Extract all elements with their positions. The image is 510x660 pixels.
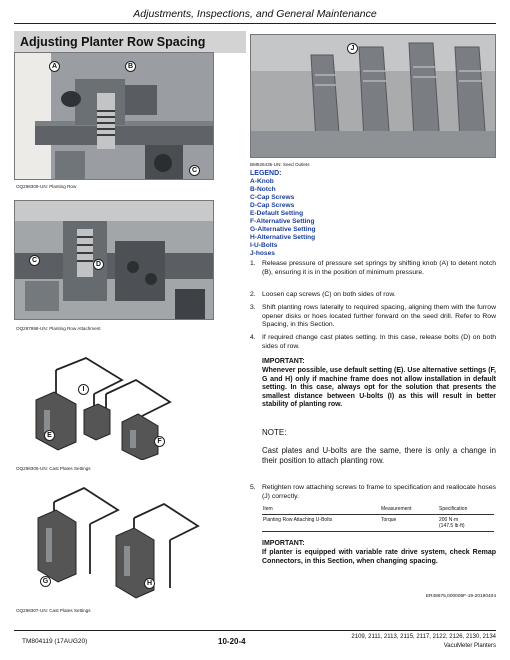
important-text: Whenever possible, use default setting (E). Use alternative settings (F, G and H) only if machine frame does not allow installation in default setting. In this case, always opt for the solution that presents the smallest distance between U-bolts (I) as this will result in better stability of planting row. [262, 367, 496, 409]
figure-caption: OQ298307-UN: Cast Plates Settings [16, 608, 91, 613]
legend-item: G-Alternative Setting [250, 226, 316, 233]
step-3 [250, 304, 496, 332]
callout-c: C [189, 165, 200, 176]
step-text: Retighten row attaching screws to frame to specification and reallocate hoses (J) correctly. [262, 484, 496, 500]
callout-f: F [154, 436, 165, 447]
callout-b: B [125, 61, 136, 72]
step-text: If required change cast plates setting. In this case, release bolts (D) on both sides of row. [262, 334, 496, 350]
important-text: If planter is equipped with variable rate drive system, check Remap Connectors, in this Section, when changing spacing. [262, 549, 496, 565]
legend-item: E-Default Setting [250, 210, 304, 217]
figure-caption: OQ298309-UN: Planting Row [16, 184, 77, 189]
step-text: Release pressure of pressure set springs by shifting knob (A) to detent notch (B), ensuring it is in the position of minimum pressure. [262, 260, 496, 276]
footer-models [290, 633, 496, 651]
table-cell-specification [438, 515, 494, 532]
cast-plates-figure-2 [14, 478, 214, 602]
step-1 [250, 260, 496, 288]
page-header: Adjustments, Inspections, and General Maintenance [133, 8, 377, 20]
table-header-measurement: Measurement [380, 506, 438, 515]
callout-c: C [29, 255, 40, 266]
specification-table [262, 506, 494, 532]
legend-item: F-Alternative Setting [250, 218, 315, 225]
callout-h: H [144, 578, 155, 589]
callout-a: A [49, 61, 60, 72]
seed-outlets-illustration [251, 35, 496, 158]
footer-manual-id: TM804119 (17AUG20) [22, 638, 88, 645]
cast-plates-illustration [14, 350, 214, 460]
step-number: 3. [250, 304, 256, 311]
callout-j: J [347, 43, 358, 54]
step-4 [250, 334, 496, 354]
legend-item: C-Cap Screws [250, 194, 295, 201]
legend-item: B-Notch [250, 186, 276, 193]
important-title: IMPORTANT: [262, 540, 305, 547]
planting-row-photo [14, 52, 214, 180]
step-text: Shift planting rows laterally to required spacing, aligning them with the furrow opener disks or hoes located further forward on the seed drill. Refer to Row Spacing, in this Section. [262, 304, 496, 329]
important-title: IMPORTANT: [262, 358, 305, 365]
step-number: 1. [250, 260, 256, 267]
seed-outlets-photo [250, 34, 496, 158]
row-attachment-illustration [15, 201, 214, 320]
figure-caption: OQ298306-UN: Cast Plates Settings [16, 466, 91, 471]
footer-product-name: VacuMeter Planters [443, 643, 496, 649]
legend-title: LEGEND: [250, 170, 282, 177]
footer-rule [14, 630, 496, 631]
callout-i: I [78, 384, 89, 395]
table-header-item: Item [262, 506, 380, 515]
legend-item: A-Knob [250, 178, 274, 185]
step-5 [250, 484, 496, 504]
legend-item: I-U-Bolts [250, 242, 278, 249]
table-header-specification: Specification [438, 506, 494, 515]
step-number: 2. [250, 291, 256, 298]
legend-item: D-Cap Screws [250, 202, 295, 209]
footer-model-list: 2109, 2111, 2113, 2115, 2117, 2122, 2126, 2130, 2134 [351, 634, 496, 640]
row-attachment-photo [14, 200, 214, 320]
note-text: Cast plates and U-bolts are the same, there is only a change in their position to attach planting row. [262, 446, 496, 465]
figure-caption: OQ297998-UN: Planting Row Attachment [16, 326, 101, 331]
section-title: Adjusting Planter Row Spacing [14, 31, 246, 53]
step-text: Loosen cap screws (C) on both sides of row. [262, 291, 396, 298]
note-title: NOTE: [262, 428, 287, 437]
header-rule [14, 23, 496, 24]
footer-page-number: 10-20-4 [218, 637, 246, 646]
callout-d: D [93, 259, 104, 270]
planting-row-illustration [15, 53, 214, 180]
step-2 [250, 291, 496, 301]
step-number: 5. [250, 484, 256, 491]
cast-plates-figure-1 [14, 350, 214, 460]
callout-e: E [44, 430, 55, 441]
legend-item: H-Alternative Setting [250, 234, 316, 241]
table-header-row [262, 506, 494, 515]
step-number: 4. [250, 334, 256, 341]
figure-caption: BM826435-UN: Seed Outlets [250, 162, 310, 167]
callout-g: G [40, 576, 51, 587]
legend-item: J-hoses [250, 250, 275, 257]
document-reference: ER48675,000006F-19-20190404 [425, 594, 496, 599]
table-cell-item: Planting Row Attaching U-Bolts [262, 515, 380, 532]
spec-value: 200 N·m [439, 517, 459, 523]
table-cell-measurement: Torque [380, 515, 438, 532]
table-row [262, 515, 494, 532]
spec-value-imperial: (147.5 lb·ft) [439, 523, 465, 529]
